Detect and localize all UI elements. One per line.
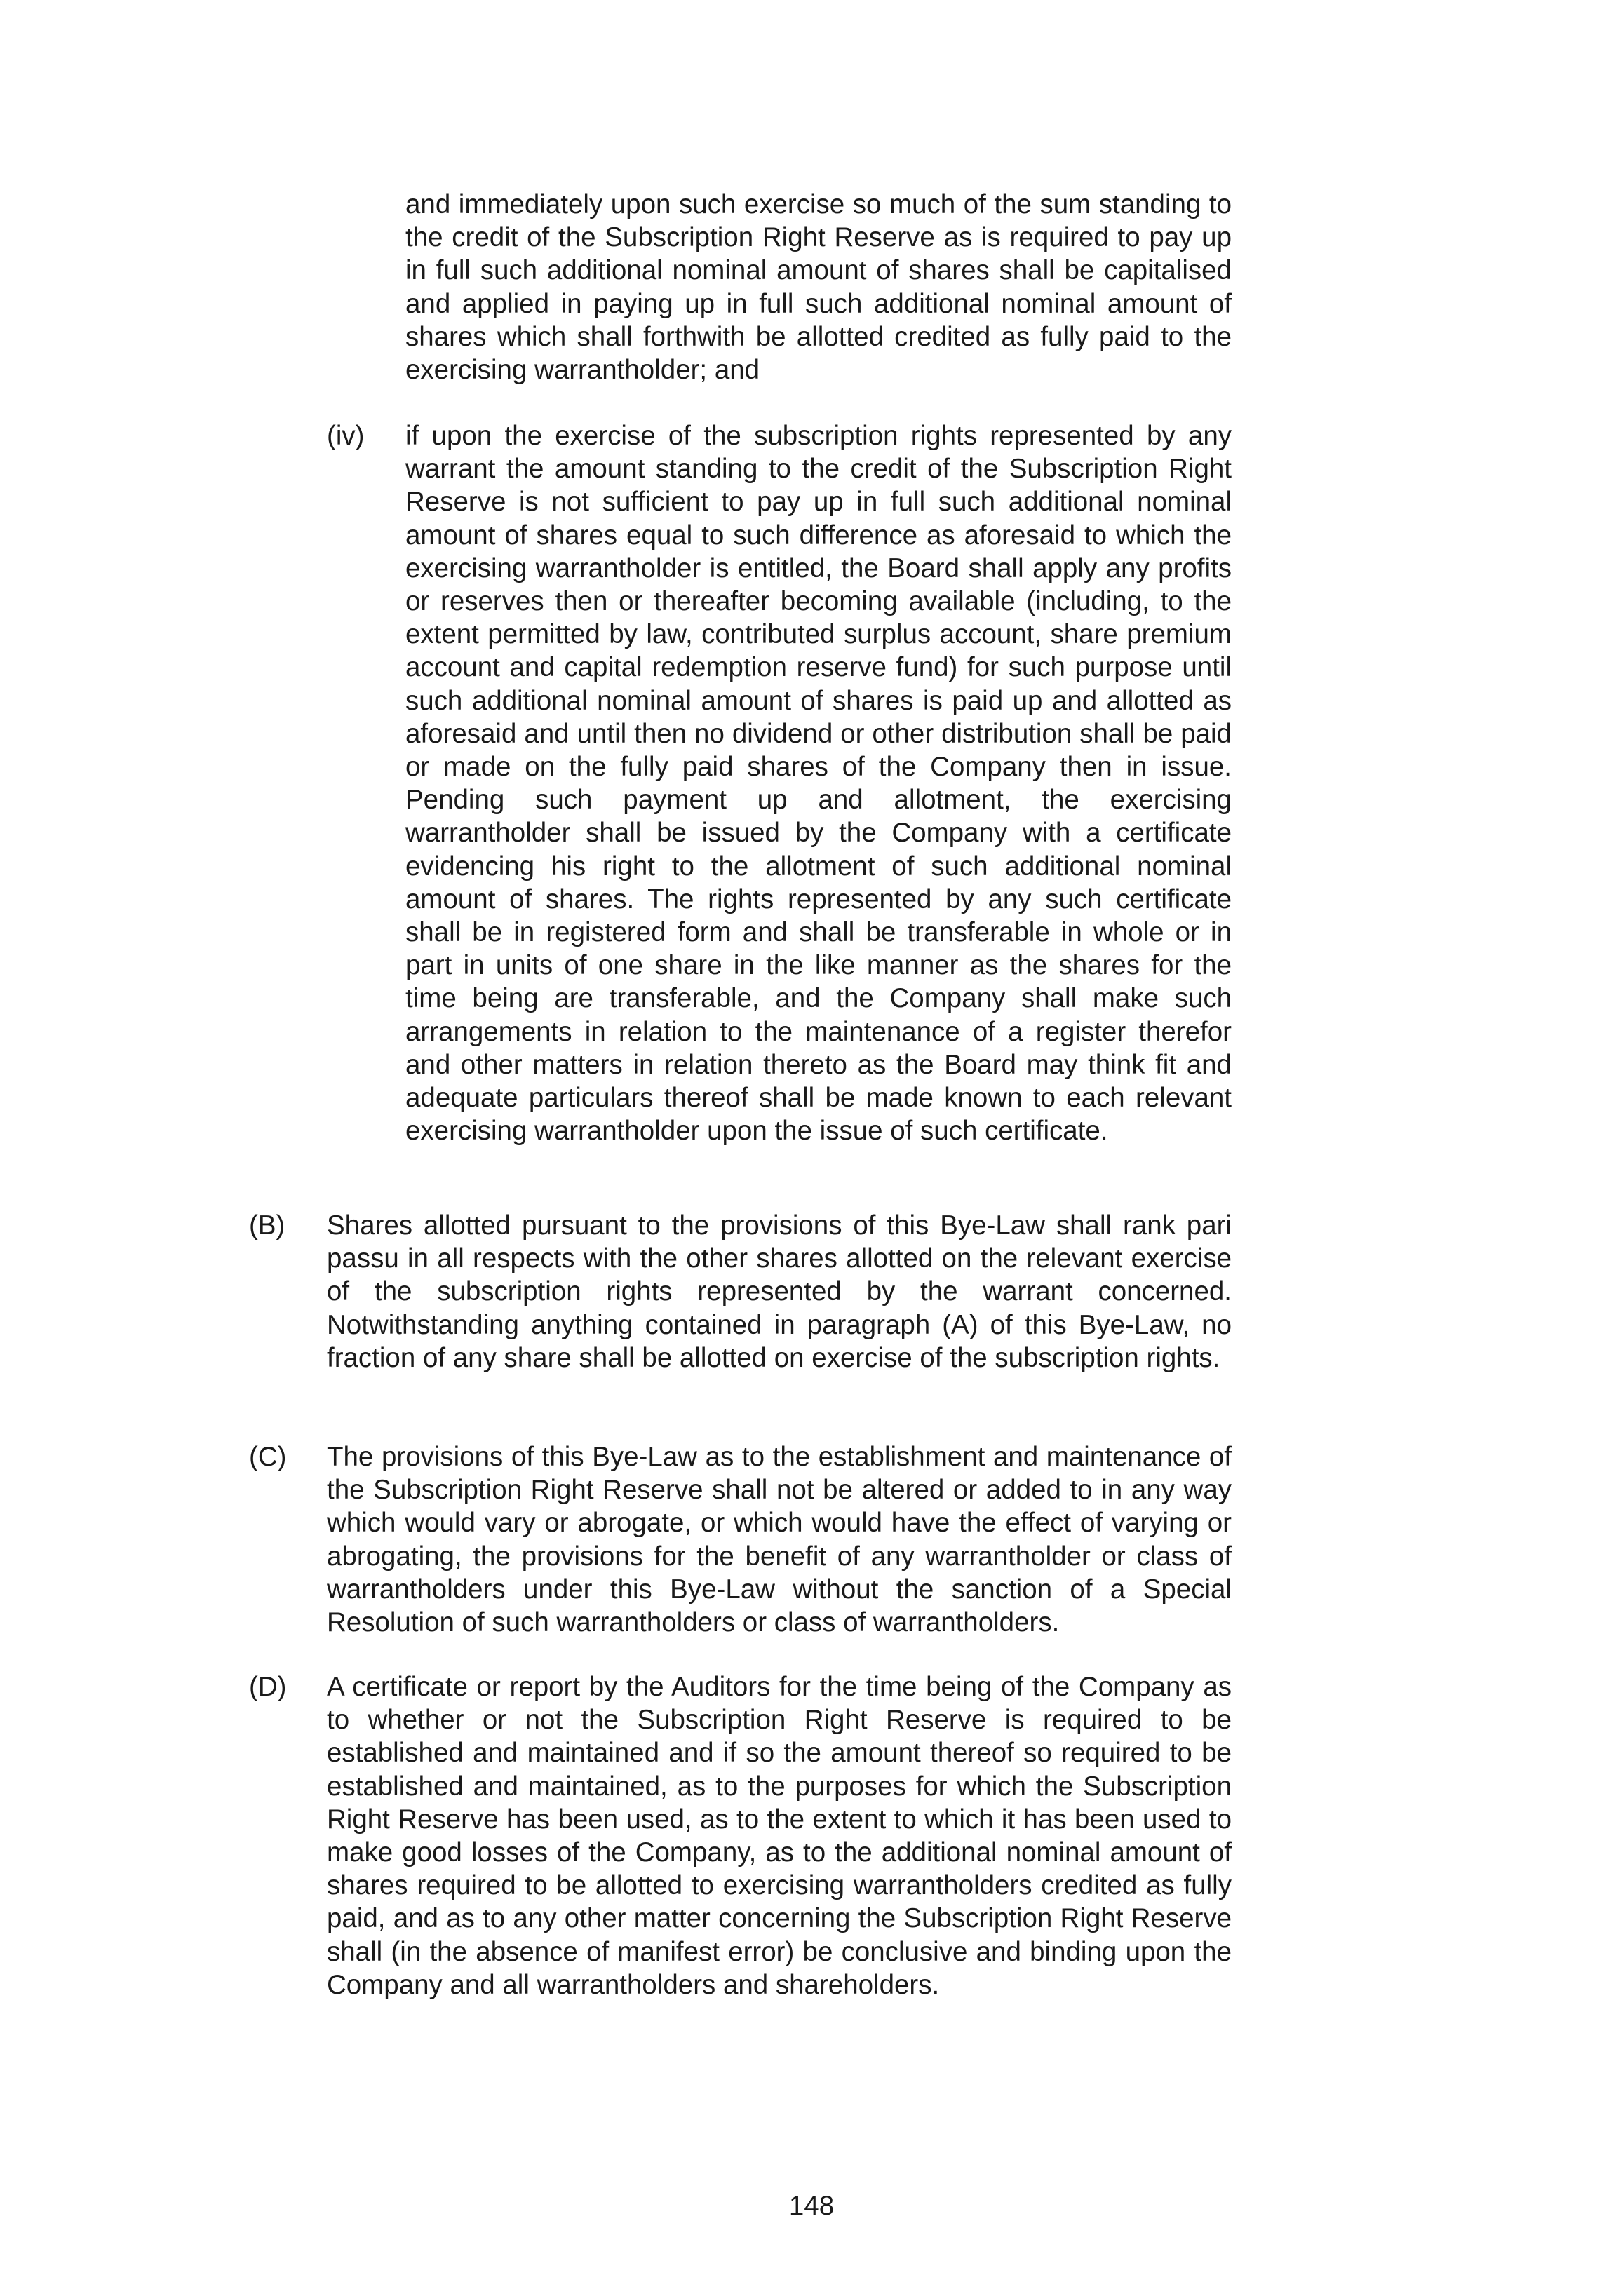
sub-item-label-iv: (iv) xyxy=(327,421,365,451)
paragraph-text-b: Shares allotted pursuant to the provisions of this Bye-Law shall rank pari passu in all respects with the other shares allotted on the relevant exercise of the subscription rights represented by the warrant concerned. Notwithstanding anything contained in paragraph (A) of this Bye-Law, no fraction of any share shall be allotted on exercise of the subscription rights. xyxy=(327,1210,1232,1373)
continuation-paragraph: and immediately upon such exercise so much of the sum standing to the credit of the Subscription Right Reserve as is required to pay up in full such additional nominal amount of shares shall be capitalised and applied in paying up in full such additional nominal amount of shares which shall forthwith be allotted credited as fully paid to the exercising warrantholder; and xyxy=(405,189,1232,386)
sub-item-text-iv: if upon the exercise of the subscription rights represented by any warrant the amount standing to the credit of the Subscription Right Reserve is not sufficient to pay up in full such additional nominal amount of shares equal to such difference as aforesaid to which the exercising warrantholder is entitled, the Board shall apply any profits or reserves then or thereafter becoming available (including, to the extent permitted by law, contributed surplus account, share premium account and capital redemption reserve fund) for such purpose until such additional nominal amount of shares is paid up and allotted as aforesaid and until then no dividend or other distribution shall be paid or made on the fully paid shares of the Company then in issue. Pending such payment up and allotment, the exercising warrantholder shall be issued by the Company with a certificate evidencing his right to the allotment of such additional nominal amount of shares. The rights represented by any such certificate shall be in registered form and shall be transferable in whole or in part in units of one share in the like manner as the shares for the time being are transferable, and the Company shall make such arrangements in relation to the maintenance of a register therefor and other matters in relation thereto as the Board may think fit and adequate particulars thereof shall be made known to each relevant exercising warrantholder upon the issue of such certificate. xyxy=(405,421,1232,1147)
paragraph-label-d: (D) xyxy=(249,1672,287,1702)
paragraph-label-c: (C) xyxy=(249,1442,287,1472)
paragraph-text-c: The provisions of this Bye-Law as to the establishment and maintenance of the Subscription Right Reserve shall not be altered or added to in any way which would vary or abrogate, or which would have the effect of varying or abrogating, the provisions for the benefit of any warrantholder or class of warrantholders under this Bye-Law without the sanction of a Special Resolution of such warrantholders or class of warrantholders. xyxy=(327,1442,1232,1638)
paragraph-label-b: (B) xyxy=(249,1210,285,1241)
paragraph-text-d: A certificate or report by the Auditors for the time being of the Company as to whether or not the Subscription Right Reserve is required to be established and maintained and if so the amount thereof so required to be established and maintained, as to the purposes for which the Subscription Right Reserve has been used, as to the extent to which it has been used to make good losses of the Company, as to the additional nominal amount of shares required to be allotted to exercising warrantholders credited as fully paid, and as to any other matter concerning the Subscription Right Reserve shall (in the absence of manifest error) be conclusive and binding upon the Company and all warrantholders and shareholders. xyxy=(327,1672,1232,2000)
page-number: 148 xyxy=(788,2191,835,2221)
